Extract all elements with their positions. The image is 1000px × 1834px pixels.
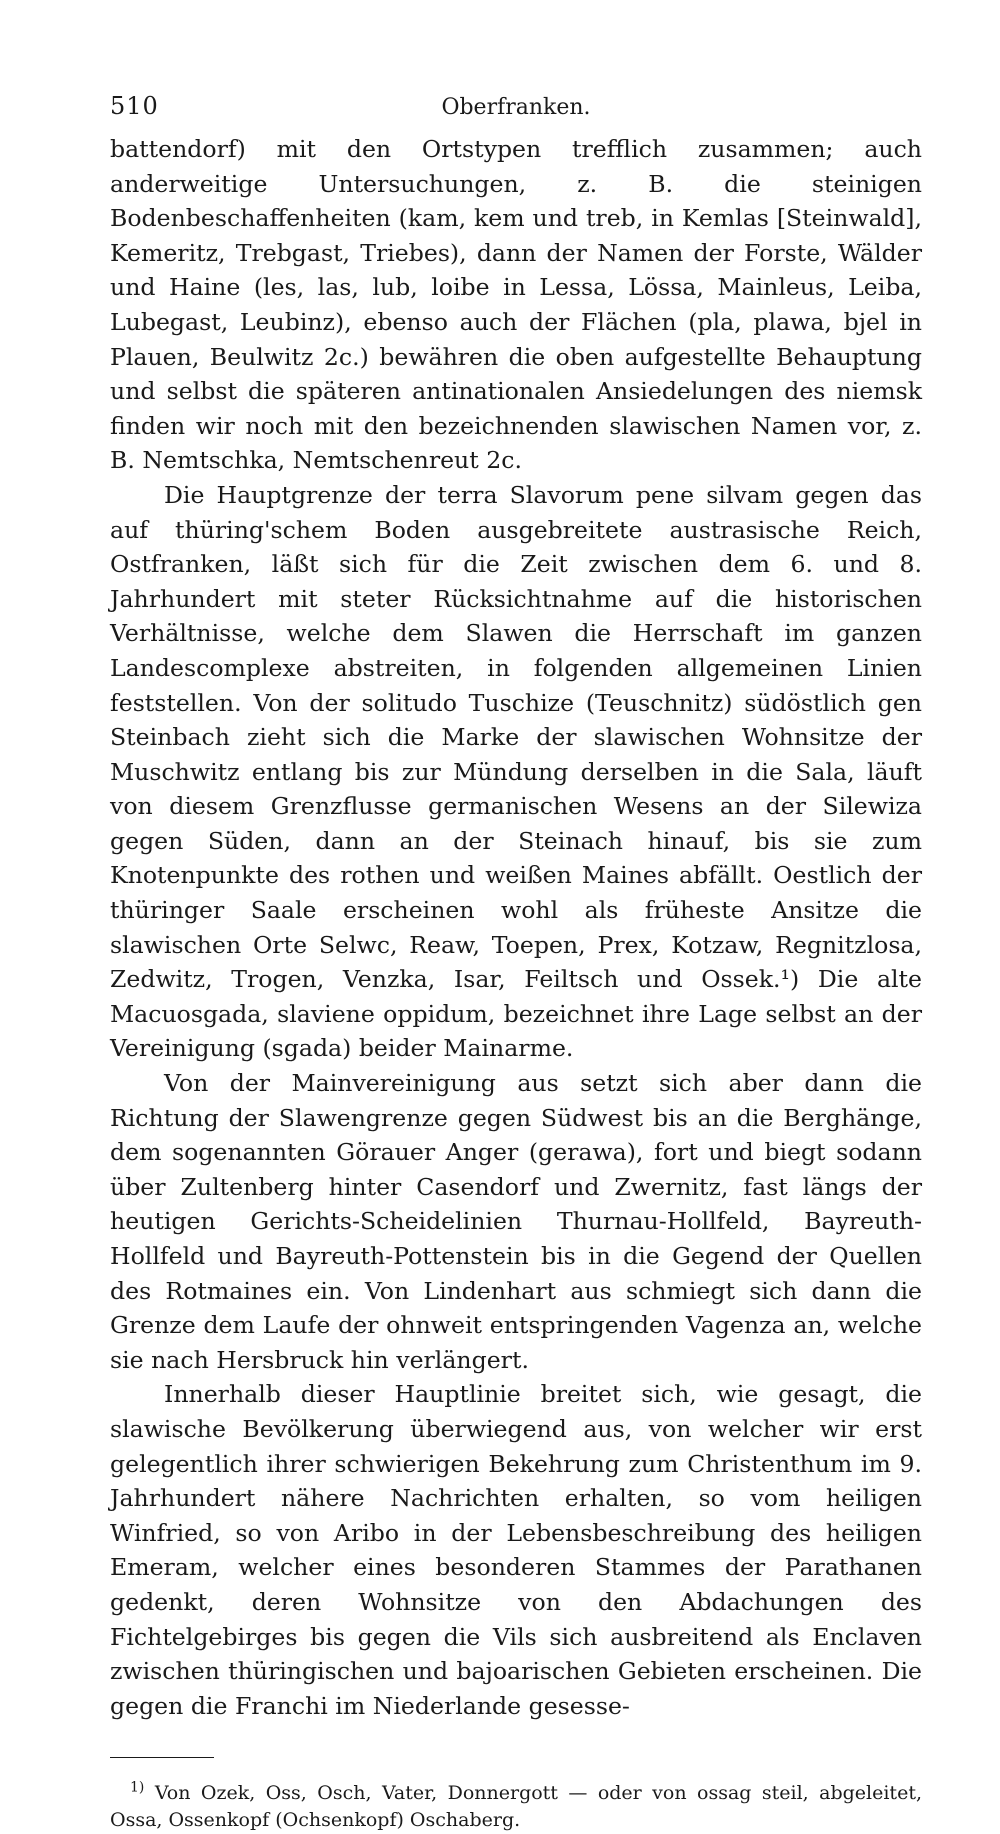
- footnote: [110, 1780, 922, 1834]
- paragraph-1: battendorf) mit den Ortstypen trefflich zusammen; auch anderweitige Untersuchungen, z. B. die steinigen Bodenbeschaffenheiten (kam, kem und treb, in Kemlas [Steinwald], Kemeritz, Trebgast, Triebes), dann der Namen der Forste, Wälder und Haine (les, las, lub, loibe in Lessa, Lössa, Mainleus, Leiba, Lubegast, Leubinz), ebenso auch der Flächen (pla, plawa, bjel in Plauen, Beulwitz 2c.) bewähren die oben aufgestellte Behauptung und selbst die späteren antinationalen Ansiedelungen des niemsk finden wir noch mit den bezeichnenden slawischen Namen vor, z. B. Nemtschka, Nemtschenreut 2c.: [110, 135, 922, 475]
- footnote-marker: 1): [130, 1779, 145, 1796]
- footnote-text: Von Ozek, Oss, Osch, Vater, Donnergott — oder von ossag steil, abgeleitet, Ossa, Ossenkopf (Ochsenkopf) Oschaberg.: [110, 1782, 922, 1832]
- paragraph-4: Innerhalb dieser Hauptlinie breitet sich, wie gesagt, die slawische Bevölkerung überwiegend aus, von welcher wir erst gelegentlich ihrer schwierigen Bekehrung zum Christenthum im 9. Jahrhundert nähere Nachrichten erhalten, so vom heiligen Winfried, so von Aribo in der Lebensbeschreibung des heiligen Emeram, welcher eines besonderen Stammes der Parathanen gedenkt, deren Wohnsitze von den Abdachungen des Fichtelgebirges bis gegen die Vils sich ausbreitend als Enclaven zwischen thüringischen und bajoarischen Gebieten erscheinen. Die gegen die Franchi im Niederlande gesesse-: [110, 1380, 922, 1720]
- running-head: Oberfranken.: [441, 95, 591, 120]
- page-number: 510: [110, 92, 159, 120]
- paragraph-3: Von der Mainvereinigung aus setzt sich aber dann die Richtung der Slawengrenze gegen Südwest bis an die Berghänge, dem sogenannten Görauer Anger (gerawa), fort und biegt sodann über Zultenberg hinter Casendorf und Zwernitz, fast längs der heutigen Gerichts-Scheidelinien Thurnau-Hollfeld, Bayreuth-Hollfeld und Bayreuth-Pottenstein bis in die Gegend der Quellen des Rotmaines ein. Von Lindenhart aus schmiegt sich dann die Grenze dem Laufe der ohnweit entspringenden Vagenza an, welche sie nach Hersbruck hin verlängert.: [110, 1069, 922, 1374]
- body-text: [110, 132, 922, 1723]
- paragraph-2: Die Hauptgrenze der terra Slavorum pene silvam gegen das auf thüring'schem Boden ausgebreitete austrasische Reich, Ostfranken, läßt sich für die Zeit zwischen dem 6. und 8. Jahrhundert mit steter Rücksichtnahme auf die historischen Verhältnisse, welche dem Slawen die Herrschaft im ganzen Landescomplexe abstreiten, in folgenden allgemeinen Linien feststellen. Von der solitudo Tuschize (Teuschnitz) südöstlich gen Steinbach zieht sich die Marke der slawischen Wohnsitze der Muschwitz entlang bis zur Mündung derselben in die Sala, läuft von diesem Grenzflusse germanischen Wesens an der Silewiza gegen Süden, dann an der Steinach hinauf, bis sie zum Knotenpunkte des rothen und weißen Maines abfällt. Oestlich der thüringer Saale erscheinen wohl als früheste Ansitze die slawischen Orte Selwc, Reaw, Toepen, Prex, Kotzaw, Regnitzlosa, Zedwitz, Trogen, Venzka, Isar, Feiltsch und Ossek.¹) Die alte Macuosgada, slaviene oppidum, bezeichnet ihre Lage selbst an der Vereinigung (sgada) beider Mainarme.: [110, 480, 922, 1063]
- footnote-divider: [110, 1757, 214, 1758]
- page-header: [110, 92, 922, 132]
- book-page: [110, 92, 922, 1834]
